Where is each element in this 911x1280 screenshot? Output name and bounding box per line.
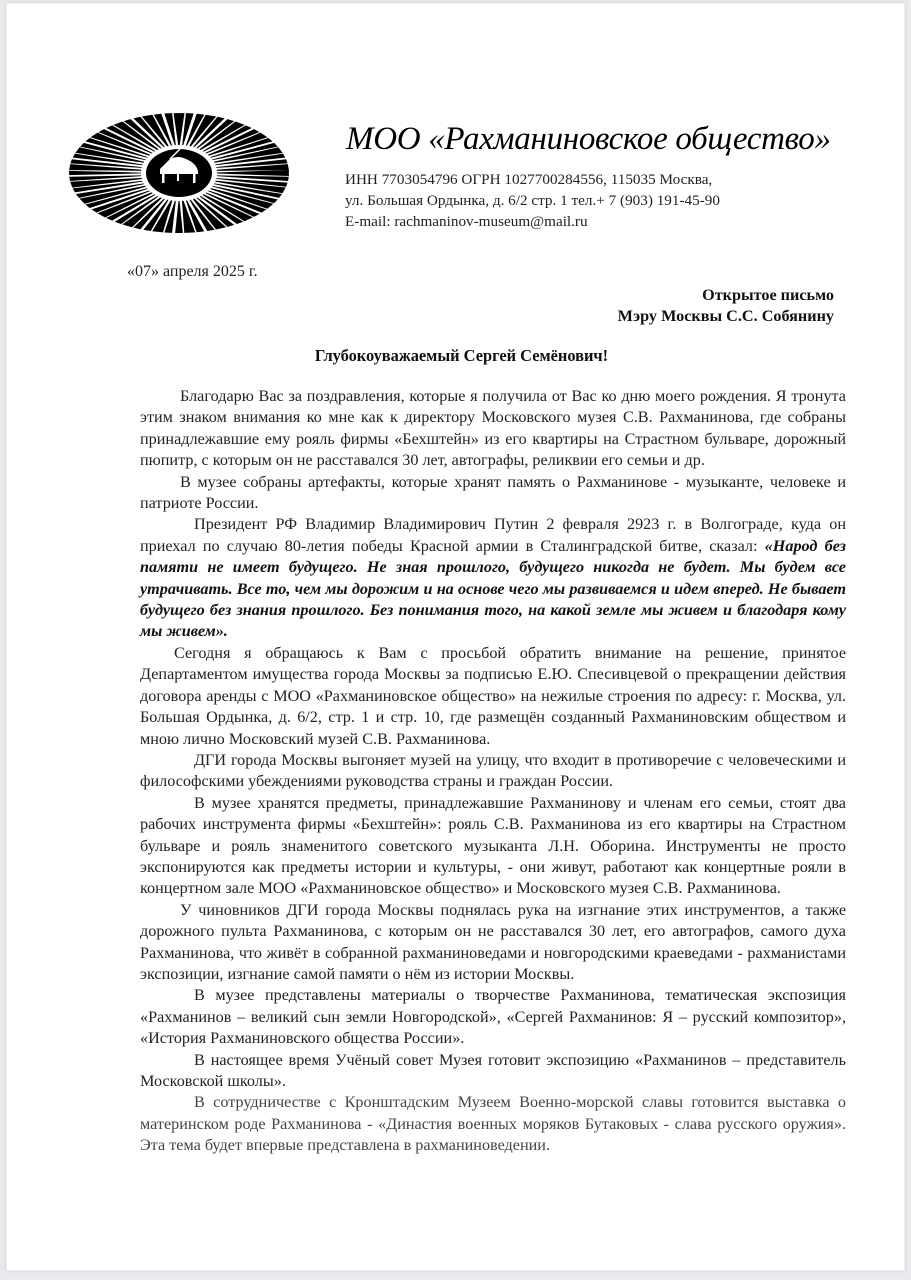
- piano-keyboard-sunburst-logo-icon: [66, 111, 292, 235]
- paragraph: В музее хранятся предметы, принадлежавшие Рахманинову и членам его семьи, стоят два рабочих инструмента фирмы «Бехштейн»: рояль С.В. Рахманинова из его квартиры на Страстном бульваре и рояль знаменитого советского музыканта Л.Н. Оборина. Инструменты не просто экспонируются как предметы истории и культуры, - они живут, работают как концертные рояли в концертном зале МОО «Рахманиновское общество» и Московского музея С.В. Рахманинова.: [140, 793, 846, 898]
- paragraph: ДГИ города Москвы выгоняет музей на улицу, что входит в противоречие с человеческими и философскими убеждениями руководства страны и граждан России.: [140, 750, 846, 791]
- president-quote: «Народ без памяти не имеет будущего. Не зная прошлого, будущего никогда не будет. Мы будем все утрачивать. Все то, чем мы дорожим и на основе чего мы развиваемся и идем вперед. Не бывает будущего без знания прошлого. Без понимания того, на какой земле мы живем и благодаря кому мы живем».: [140, 536, 846, 641]
- paragraph: В музее представлены материалы о творчестве Рахманинова, тематическая экспозиция «Рахманинов – великий сын земли Новгородской», «Сергей Рахманинов: Я – русский композитор», «История Рахманиновского общества России».: [140, 986, 846, 1048]
- org-email-line: E-mail: rachmaninov-museum@mail.ru: [345, 213, 588, 230]
- logo-ray: [217, 170, 289, 176]
- letter-body: [140, 386, 846, 1157]
- paragraph: Благодарю Вас за поздравления, которые я получила от Вас ко дню моего рождения. Я тронута этим знаком внимания ко мне как к директору Московского музея С.В. Рахманинова, где собраны принадлежавшие ему рояль фирмы «Бехштейн» из его квартиры на Страстном бульваре, дорожный пюпитр, с которым он не расставался 30 лет, автографы, реликвии его семьи и др.: [140, 387, 846, 470]
- paragraph: В настоящее время Учёный совет Музея готовит экспозицию «Рахманинов – представитель Московской школы».: [140, 1050, 846, 1090]
- organization-name: МОО «Рахманиновское общество»: [346, 121, 831, 157]
- org-registration-line: ИНН 7703054796 ОГРН 1027700284556, 115035 Москва,: [345, 171, 713, 188]
- recipient: Мэру Москвы С.С. Собянину: [617, 307, 834, 325]
- salutation: Глубокоуважаемый Сергей Семёнович!: [314, 346, 609, 365]
- paragraph: У чиновников ДГИ города Москвы поднялась рука на изгнание этих инструментов, а также дорожного пульта Рахманинова, с которым он не расставался 30 лет, его автографов, самого духа Рахманинова, что живёт в собранной рахманиноведами и новгородскими краеведами - рахманистами экспозиции, изгнание самой памяти о нём из истории Москвы.: [140, 900, 846, 983]
- letter-date: «07» апреля 2025 г.: [127, 263, 258, 280]
- paragraph-with-quote: [140, 514, 846, 642]
- paragraph: В музее собраны артефакты, которые хранят память о Рахманинове - музыканте, человеке и патриоте России.: [140, 472, 846, 513]
- paragraph: В сотрудничестве с Кронштадским Музеем Военно-морской славы готовится выставка о материнском роде Рахманинова - «Династия военных моряков Бутаковых - слава русского оружия». Эта тема будет впервые представлена в рахманиноведении.: [140, 1093, 846, 1155]
- paragraph-text: Президент РФ Владимир Владимирович Путин 2 февраля 2923 г. в Волгограде, куда он приехал по случаю 80-летия победы Красной армии в Сталинградской битве, сказал:: [140, 515, 846, 555]
- letter-type: Открытое письмо: [702, 286, 834, 304]
- paragraph: Сегодня я обращаюсь к Вам с просьбой обратить внимание на решение, принятое Департаментом имущества города Москвы за подписью Е.Ю. Спесивцевой о прекращении действия договора аренды с МОО «Рахманиновское общество» на нежилые строения по адресу: г. Москва, ул. Большая Ордынка, д. 6/2, стр. 1 и стр. 10, где размещён созданный Рахманиновским обществом и мною лично Московский музей С.В. Рахманинова.: [140, 643, 846, 748]
- logo-ray: [69, 171, 141, 175]
- addressee-block: [618, 285, 834, 327]
- logo-ray: [175, 201, 183, 233]
- document-page: [6, 3, 905, 1271]
- org-address-line: ул. Большая Ордынка, д. 6/2 стр. 1 тел.+ 7 (903) 191-45-90: [345, 192, 720, 209]
- organization-details: [345, 169, 720, 232]
